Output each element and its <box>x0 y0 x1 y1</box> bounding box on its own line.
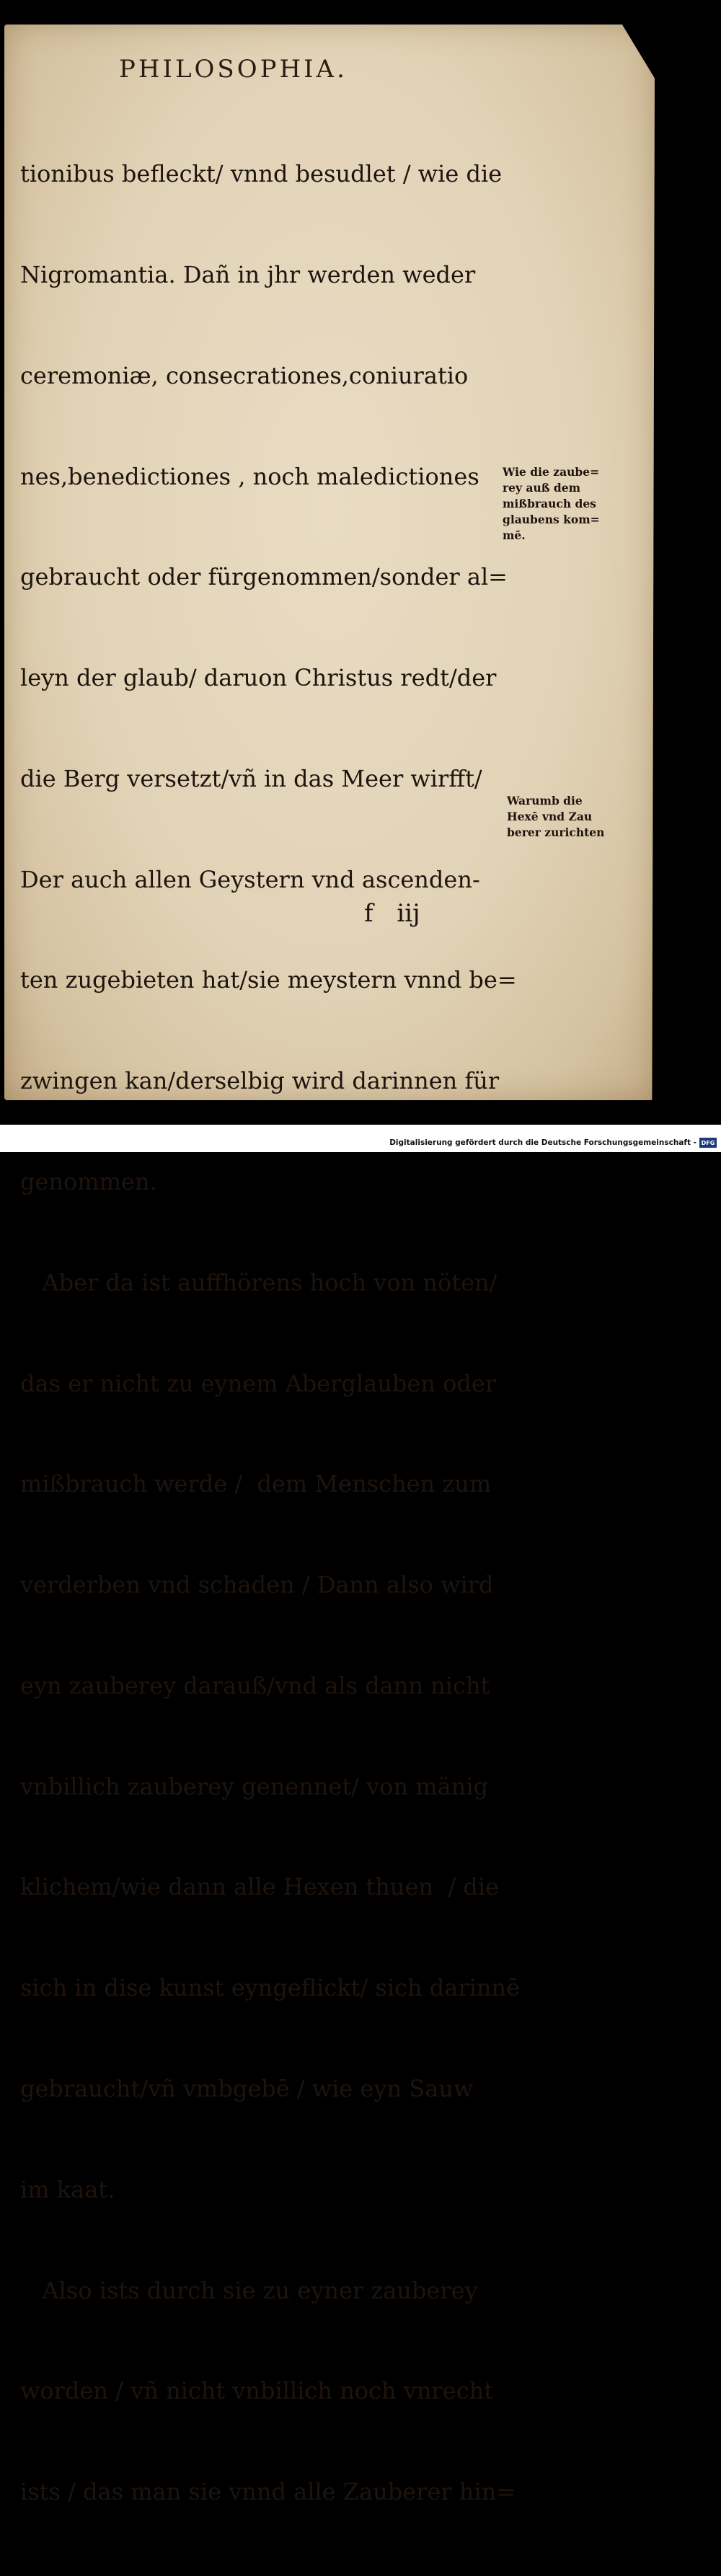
text-line: die Berg versetzt/vñ in das Meer wirfft/ <box>20 764 482 792</box>
text-line: gebraucht oder fürgenommen/sonder al= <box>20 563 508 591</box>
text-line: zwingen kan/derselbig wird darinnen für <box>20 1067 500 1095</box>
text-line: Also ists durch sie zu eyner zauberey <box>20 2276 478 2304</box>
margin-note: Warumb die Hexē vnd Zau berer zurichten <box>507 794 605 839</box>
signature-mark: f iij <box>364 899 420 928</box>
running-head: PHILOSOPHIA. <box>119 55 348 84</box>
text-line: Nigromantia. Dañ in jhr werden weder <box>20 260 476 288</box>
funding-credit: Digitalisierung gefördert durch die Deutsche Forschungsgemeinschaft - <box>389 1138 696 1147</box>
body-text <box>20 90 521 2576</box>
dfg-logo: DFG <box>699 1138 717 1148</box>
text-line: genommen. <box>20 1168 157 1195</box>
text-line: worden / vñ nicht vnbillich noch vnrecht <box>20 2377 494 2405</box>
text-line: Der auch allen Geystern vnd ascenden- <box>20 865 480 893</box>
text-line: ceremoniæ, consecrationes,coniuratio <box>20 361 469 389</box>
text-line: sich in dise kunst eyngeflickt/ sich darinnē <box>20 1974 521 2002</box>
text-line: leyn der glaub/ daruon Christus redt/der <box>20 664 497 692</box>
text-line: das er nicht zu eynem Aberglauben oder <box>20 1369 497 1397</box>
text-line: ists / das man sie vnnd alle Zauberer hin= <box>20 2478 516 2506</box>
margin-note: Wie die zaube= rey auß dem mißbrauch des glaubens kom= mē. <box>503 465 600 542</box>
text-line: mißbrauch werde / dem Menschen zum <box>20 1470 492 1498</box>
text-line: Aber da ist auffhörens hoch von nöten/ <box>20 1268 497 1296</box>
text-line: tionibus befleckt/ vnnd besudlet / wie die <box>20 160 503 188</box>
text-line: vnbillich zauberey genennet/ von mänig <box>20 1772 489 1800</box>
text-line: eyn zauberey darauß/vnd als dann nicht <box>20 1671 490 1699</box>
text-line: im kaat. <box>20 2175 115 2203</box>
footer-bar <box>0 1125 721 1152</box>
text-line: gebraucht/vñ vmbgebē / wie eyn Sauw <box>20 2075 474 2103</box>
text-line: klichem/wie dann alle Hexen thuen / die <box>20 1873 499 1901</box>
text-line: ten zugebieten hat/sie meystern vnnd be= <box>20 966 517 994</box>
text-line: verderben vnd schaden / Dann also wird <box>20 1571 494 1599</box>
text-line: nes,benedictiones , noch maledictiones <box>20 462 479 490</box>
